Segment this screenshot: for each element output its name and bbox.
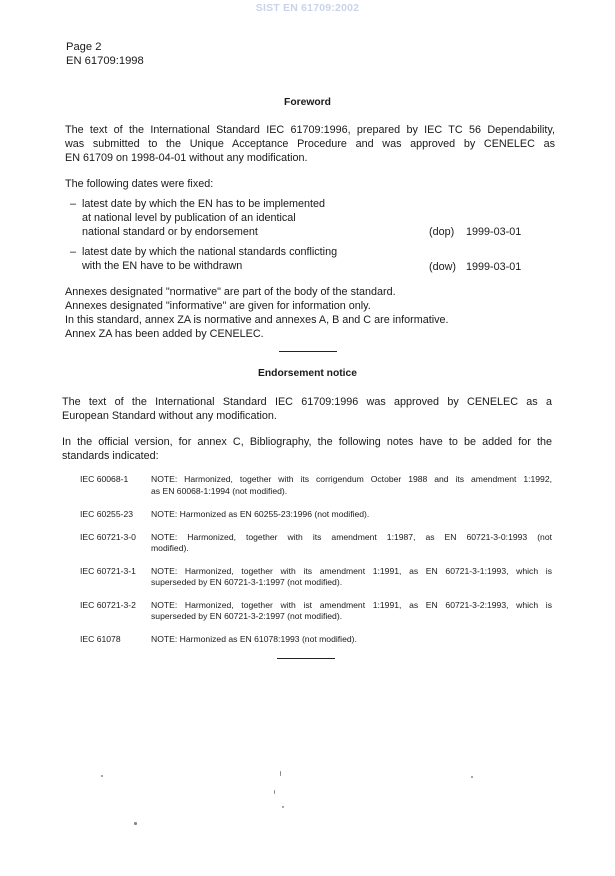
note-text-line: NOTE: Harmonized as EN 61078:1993 (not modified).	[151, 634, 357, 644]
foreword-intro-line-2: was submitted to the Unique Acceptance Procedure and was approved by CENELEC as	[65, 138, 555, 150]
section-divider	[277, 658, 335, 659]
foreword-heading: Foreword	[284, 97, 331, 108]
note-text-line: modified).	[151, 543, 189, 553]
section-divider	[279, 351, 337, 352]
endorsement-para2-line-1: In the official version, for annex C, Bibliography, the following notes have to be added for the	[62, 436, 552, 448]
foreword-intro-line-1: The text of the International Standard IEC 61709:1996, prepared by IEC TC 56 Dependability,	[65, 124, 555, 136]
scan-speck	[282, 806, 284, 808]
document-id: EN 61709:1998	[66, 55, 144, 67]
annex-line-3: In this standard, annex ZA is normative and annexes A, B and C are informative.	[65, 314, 449, 326]
scan-speck	[274, 790, 275, 794]
note-text-line: as EN 60068-1:1994 (not modified).	[151, 486, 288, 496]
watermark: SIST EN 61709:2002	[255, 2, 360, 14]
scan-speck	[471, 776, 473, 778]
note-code: IEC 60721-3-1	[80, 566, 136, 576]
dop-line-3: national standard or by endorsement	[82, 226, 258, 238]
note-text-line: superseded by EN 60721-3-2:1997 (not modified).	[151, 611, 343, 621]
endorsement-para1-line-2: European Standard without any modification.	[62, 410, 277, 422]
note-code: IEC 60255-23	[80, 509, 134, 519]
dow-line-1: latest date by which the national standards conflicting	[82, 246, 338, 258]
scan-speck	[280, 771, 281, 776]
note-code: IEC 60721-3-0	[80, 532, 136, 542]
endorsement-heading: Endorsement notice	[258, 368, 357, 379]
annex-line-1: Annexes designated "normative" are part of the body of the standard.	[65, 286, 396, 298]
note-text-line: NOTE: Harmonized, together with its amendment 1:1987, as EN 60721-3-0:1993 (not	[151, 532, 552, 542]
note-text-line: NOTE: Harmonized, together with its corrigendum October 1988 and its amendment 1:1992,	[151, 474, 552, 484]
note-code: IEC 60068-1	[80, 474, 129, 484]
note-text-line: NOTE: Harmonized, together with ist amendment 1:1991, as EN 60721-3-2:1993, which is	[151, 600, 552, 610]
dow-date: 1999-03-01	[466, 261, 522, 273]
dow-code: (dow)	[429, 261, 456, 273]
scan-speck	[101, 775, 103, 777]
dash-bullet: –	[70, 246, 77, 258]
dash-bullet: –	[70, 198, 77, 210]
note-text-line: NOTE: Harmonized, together with its amendment 1:1991, as EN 60721-3-1:1993, which is	[151, 566, 552, 576]
dop-date: 1999-03-01	[466, 226, 522, 238]
note-text-line: superseded by EN 60721-3-1:1997 (not modified).	[151, 577, 343, 587]
scan-speck	[134, 822, 137, 825]
endorsement-para1-line-1: The text of the International Standard IEC 61709:1996 was approved by CENELEC as a	[62, 396, 552, 408]
note-code: IEC 60721-3-2	[80, 600, 136, 610]
dop-line-2: at national level by publication of an identical	[82, 212, 296, 224]
dates-intro: The following dates were fixed:	[65, 178, 214, 190]
dop-code: (dop)	[429, 226, 455, 238]
dop-line-1: latest date by which the EN has to be implemented	[82, 198, 326, 210]
page-number: Page 2	[66, 41, 102, 53]
annex-line-2: Annexes designated "informative" are given for information only.	[65, 300, 371, 312]
annex-line-4: Annex ZA has been added by CENELEC.	[65, 328, 264, 340]
dow-line-2: with the EN have to be withdrawn	[82, 260, 243, 272]
note-code: IEC 61078	[80, 634, 121, 644]
note-text-line: NOTE: Harmonized as EN 60255-23:1996 (not modified).	[151, 509, 370, 519]
foreword-intro-line-3: EN 61709 on 1998-04-01 without any modification.	[65, 152, 308, 164]
endorsement-para2-line-2: standards indicated:	[62, 450, 159, 462]
